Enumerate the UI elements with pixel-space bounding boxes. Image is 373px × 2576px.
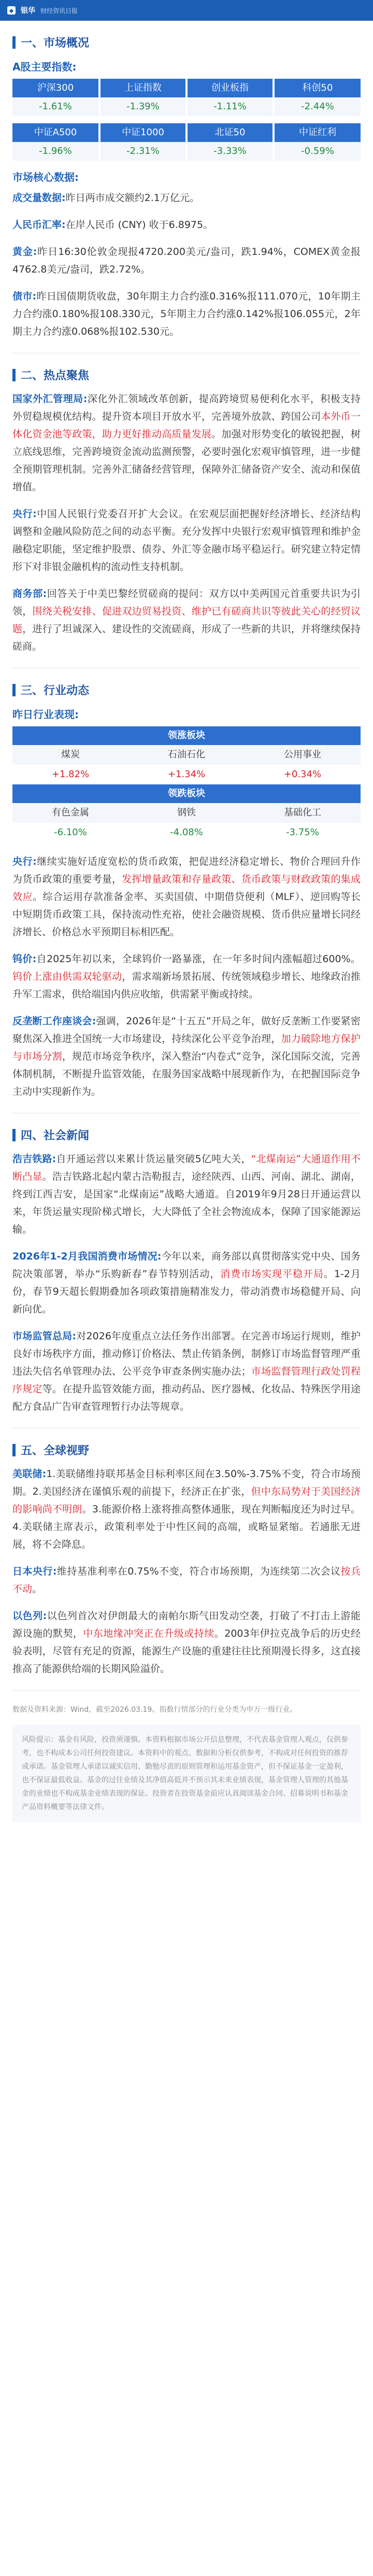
news-item: 2026年1-2月我国消费市场情况:今年以来，商务部以真贯彻落实党中央、国务院决策部署，举办“乐购新春”春节特别活动，消费市场实现平稳开局。1-2月份，春节9天超长假期叠加各项政策措施精准发力，带动消费市场稳健开局、向新向优。 <box>12 1251 361 1315</box>
sector-change: +0.34% <box>245 765 361 784</box>
index-value: -3.33% <box>188 142 272 161</box>
section-bar <box>12 1444 16 1456</box>
data-source-note: 数据及资料来源：Wind，截至2026.03.19。指数行情部分的行业分类为申万一级行业。 <box>12 1706 297 1714</box>
news-item: 央行:继续实施好适度宽松的货币政策，把促进经济稳定增长、物价合理回升作为货币政策的重要考量，发挥增量政策和存量政策、货币政策与财政政策的集成效应。综合运用存款准备金率、买卖国债、中期借贷便利（MLF）、逆回购等长中短期货币政策工具，保持流动性充裕，使社会融资规模、货币供应量增长同经济增长、价格总水平预期目标相匹配。 <box>12 856 361 938</box>
index-name: 沪深300 <box>12 79 98 97</box>
section-global <box>12 1442 361 1458</box>
top-bar <box>0 0 373 21</box>
section-bar <box>12 36 16 49</box>
index-name: 中证A500 <box>12 123 98 142</box>
core-gold: 黄金:昨日16:30伦敦金现报4720.200美元/盎司，跌1.94%，COMEX黄金报4762.8美元/盎司，跌2.72%。 <box>12 246 361 275</box>
section-title: 四、社会新闻 <box>21 1129 90 1142</box>
index-name: 中证1000 <box>101 123 185 142</box>
index-value: -2.31% <box>101 142 185 161</box>
brand-subtitle: 财经资讯日报 <box>40 7 78 15</box>
sector-name: 钢铁 <box>128 803 245 823</box>
sector-change: -3.75% <box>245 823 361 842</box>
sector-name: 有色金属 <box>12 803 128 823</box>
section-title: 五、全球视野 <box>21 1444 90 1457</box>
index-name: 北证50 <box>188 123 272 142</box>
industry-yesterday-title: 昨日行业表现: <box>12 708 79 721</box>
section-industry <box>12 682 361 698</box>
index-value: -0.59% <box>275 142 361 161</box>
section-bar <box>12 369 16 381</box>
index-name: 科创50 <box>275 79 361 97</box>
news-item: 反垄断工作座谈会:强调，2026年是“十五五”开局之年，做好反垄断工作要紧密聚焦深入推进全国统一大市场建设，持续深化公平竞争治理，加力破除地方保护与市场分割，规范市场竞争秩序，深入整治“内卷式”竞争，深化国际交流，完善体制机制，不断提升监管效能，在服务国家战略中展现新作为，在把握国际竞争主动中实现新作为。 <box>12 1015 361 1097</box>
sector-change: -6.10% <box>12 823 128 842</box>
news-item: 美联储:1.美联储维持联邦基金目标利率区间在3.50%-3.75%不变，符合市场预期。2.美国经济在谨慎乐观的前提下，经济正在扩张，但中东局势对于美国经济的影响尚不明朗。3.能源价格上涨将推高整体通胀，现在判断幅度还为时过早。4.美联储主席表示，政策利率处于中性区间的高端，或略显紧缩。若通胀无进展，将不会降息。 <box>12 1468 361 1550</box>
section-title: 二、热点聚焦 <box>21 369 90 382</box>
sector-change: -4.08% <box>128 823 245 842</box>
index-value: -2.44% <box>275 97 361 116</box>
news-item: 国家外汇管理局:深化外汇领域改革创新，提高跨境贸易便利化水平，积极支持外贸稳规模优结构。提升资本项目开放水平，完善境外放款、跨国公司本外币一体化资金池等政策，助力更好推动高质量发展。加强对形势变化的敏锐把握，树立底线思维，完善跨境资金流动监测预警，必要时强化宏观审慎管理，进一步健全预期管理机制。完善外汇储备经营管理，保障外汇储备资产安全、流动和保值增值。 <box>12 393 361 493</box>
leading-sectors-table <box>12 745 361 784</box>
core-volume: 成交量数据:昨日两市成交额约2.1万亿元。 <box>12 192 199 204</box>
core-bond: 债市:昨日国债期货收盘，30年期主力合约涨0.316%报111.070元，10年期主力合约涨0.180%报108.330元，5年期主力合约涨0.142%报106.055元，2年期主力合约涨0.068%报102.530元。 <box>12 291 361 337</box>
falling-sectors-table <box>12 803 361 842</box>
section-title: 三、行业动态 <box>21 684 90 697</box>
news-item: 钨价:自2025年初以来，全球钨价一路暴涨，在一年多时间内涨幅超过600%。钨价上涨由供需双轮驱动，需求端新场景拓展、传统领域稳步增长、地缘政治推升军工需求，供给端国内供应收缩，供需紧平衡或持续。 <box>12 953 361 1000</box>
leading-sectors-band: 领涨板块 <box>12 726 361 745</box>
section-bar <box>12 1129 16 1141</box>
index-table-2 <box>12 123 361 161</box>
falling-sectors-band: 领跌板块 <box>12 784 361 803</box>
news-item: 日本央行:维持基准利率在0.75%不变，符合市场预期，为连续第二次会议按兵不动。 <box>12 1566 361 1595</box>
sector-change: +1.82% <box>12 765 128 784</box>
brand-name: 银华 <box>21 7 35 15</box>
main-content <box>0 34 373 1822</box>
section-society <box>12 1127 361 1143</box>
sector-name: 石油石化 <box>128 745 245 765</box>
sector-name: 基础化工 <box>245 803 361 823</box>
news-item: 商务部:回答关于中美巴黎经贸磋商的提问：双方以中美两国元首重要共识为引领，围绕关税安排、促进双边贸易投资、维护已有磋商共识等彼此关心的经贸议题，进行了坦诚深入、建设性的交流磋商，形成了一些新的共识，并将继续保持磋商。 <box>12 588 361 652</box>
divider <box>12 1690 361 1691</box>
index-name: 创业板指 <box>188 79 272 97</box>
index-value: -1.11% <box>188 97 272 116</box>
news-item: 以色列:以色列首次对伊朗最大的南帕尔斯气田发动空袭，打破了不打击上游能源设施的默契，中东地缘冲突正在升级或持续。2003年伊拉克战争后的历史经验表明，尽管有充足的资源，能源生产设施的重建往往比预期漫长得多，这直接推高了能源供给端的长期风险溢价。 <box>12 1610 361 1675</box>
logo-icon: ◆ <box>7 6 16 15</box>
core-fx: 人民币汇率:在岸人民币 (CNY) 收于6.8975。 <box>12 219 213 231</box>
risk-disclaimer: 风险提示：基金有风险，投资须谨慎。本资料根据市场公开信息整理，不代表基金管理人观点，仅供参考，也不构成本公司任何投资建议。本资料中的观点、数据和分析仅供参考，不构成对任何投资的推荐或承诺。基金管理人承诺以诚实信用、勤勉尽责的原则管理和运用基金资产，但不保证基金一定盈利，也不保证最低收益。基金的过往业绩及其净值高低并不预示其未来业绩表现，基金管理人管理的其他基金的业绩也不构成基金业绩表现的保证。投资者在投资基金前应认真阅读基金合同、招募说明书和基金产品资料概要等法律文件。 <box>12 1725 361 1822</box>
news-item: 市场监管总局:对2026年度重点立法任务作出部署。在完善市场运行规则，维护良好市场秩序方面，推动修订价格法、禁止传销条例，制修订市场监督管理严重违法失信名单管理办法、公平竞争审查条例实施办法；市场监督管理行政处罚程序规定等。在提升监管效能方面，推动药品、医疗器械、化妆品、特殊医学用途配方食品广告审查管理暂行办法等规章。 <box>12 1330 361 1412</box>
index-value: -1.96% <box>12 142 98 161</box>
section-hot-topics <box>12 367 361 383</box>
core-data-title: 市场核心数据: <box>12 171 79 183</box>
section-market-overview <box>12 34 361 50</box>
index-value: -1.61% <box>12 97 98 116</box>
sector-name: 公用事业 <box>245 745 361 765</box>
a-share-title: A股主要指数: <box>12 61 77 73</box>
sector-name: 煤炭 <box>12 745 128 765</box>
sector-change: +1.34% <box>128 765 245 784</box>
index-table-1 <box>12 79 361 116</box>
news-item: 央行:中国人民银行党委召开扩大会议。在宏观层面把握好经济增长、经济结构调整和金融风险防范之间的动态平衡。充分发挥中央银行宏观审慎管理和维护金融稳定职能，坚定维护股票、债券、外汇等金融市场平稳运行。研究建立特定情形下对非银金融机构的流动性支持机制。 <box>12 508 361 573</box>
news-item: 浩吉铁路:自开通运营以来累计货运量突破5亿吨大关，“北煤南运”大通道作用不断凸显。浩吉铁路北起内蒙古浩勒报吉，途经陕西、山西、河南、湖北、湖南，终到江西吉安，是国家“北煤南运”战略大通道。自2019年9月28日开通运营以来，年货运量实现阶梯式增长，大大降低了全社会物流成本，保障了国家能源运输。 <box>12 1153 361 1235</box>
section-bar <box>12 684 16 696</box>
section-title: 一、市场概况 <box>21 37 90 50</box>
index-name: 上证指数 <box>101 79 185 97</box>
index-name: 中证红利 <box>275 123 361 142</box>
index-value: -1.39% <box>101 97 185 116</box>
